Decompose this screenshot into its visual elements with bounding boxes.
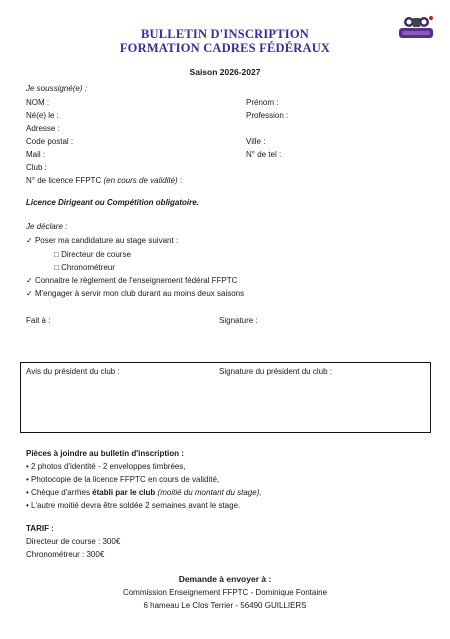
option-label: Directeur de course xyxy=(61,250,131,259)
bullet-icon: • xyxy=(26,462,29,471)
pieces-item-note: (moitié du montant du stage), xyxy=(155,488,262,497)
declaration-item-candidature xyxy=(26,236,178,246)
licence-note: Licence Dirigeant ou Compétition obligatoire. xyxy=(26,198,199,207)
tarif-title: TARIF : xyxy=(26,524,54,533)
bullet-icon: • xyxy=(26,488,29,497)
pieces-item xyxy=(26,488,262,498)
prenom-label: Prénom : xyxy=(246,98,279,107)
ville-label: Ville : xyxy=(246,137,266,146)
mail-label: Mail : xyxy=(26,150,46,159)
pieces-item xyxy=(26,475,219,485)
season-label: Saison 2026-2027 xyxy=(189,67,261,77)
option-chronometreur[interactable] xyxy=(54,263,115,273)
option-directeur[interactable] xyxy=(54,250,131,260)
pieces-item-text: L'autre moitié devra être soldée 2 semaines avant le stage. xyxy=(31,501,241,510)
ne-le-label: Né(e) le : xyxy=(26,111,59,120)
profession-label: Profession : xyxy=(246,111,289,120)
licence-label-text: N° de licence FFPTC xyxy=(26,176,104,185)
licence-label-validity: (en cours de validité) xyxy=(103,176,178,185)
declaration-item-reglement xyxy=(26,276,237,286)
bullet-icon: • xyxy=(26,475,29,484)
pieces-item xyxy=(26,462,186,472)
licence-label xyxy=(26,176,182,186)
pieces-title: Pièces à joindre au bulletin d'inscription : xyxy=(26,449,184,458)
checkmark-icon: ✓ xyxy=(26,236,33,245)
ffptc-logo-icon xyxy=(398,14,434,40)
footer-address-line2: 6 hameau Le Clos Terrier - 56490 GUILLIERS xyxy=(143,601,307,610)
identity-intro: Je soussigné(e) : xyxy=(26,84,87,93)
fait-a-label: Fait à : xyxy=(26,316,51,325)
checkbox-icon[interactable]: □ xyxy=(54,250,59,259)
declaration-item-engagement xyxy=(26,289,244,299)
checkbox-icon[interactable]: □ xyxy=(54,263,59,272)
adresse-label: Adresse : xyxy=(26,124,60,133)
tel-label: N° de tel : xyxy=(246,150,282,159)
tarif-chronometreur: Chronométreur : 300€ xyxy=(26,550,105,559)
pieces-item-text: Chèque d'arrhes xyxy=(31,488,93,497)
pieces-item-text: Photocopie de la licence FFPTC en cours de validité, xyxy=(31,475,220,484)
pieces-item xyxy=(26,501,240,511)
licence-label-colon: : xyxy=(177,176,183,185)
document-title-line1: BULLETIN D'INSCRIPTION xyxy=(141,27,309,41)
declaration-item-text: Connaitre le règlement de l'enseignement fédéral FFPTC xyxy=(34,276,238,285)
checkmark-icon: ✓ xyxy=(26,276,33,285)
declaration-intro: Je déclare : xyxy=(26,222,68,231)
footer-address-line1: Commission Enseignement FFPTC - Dominique Fontaine xyxy=(122,588,328,597)
document-title-line2: FORMATION CADRES FÉDÉRAUX xyxy=(119,41,331,55)
avis-president-label: Avis du président du club : xyxy=(26,367,120,376)
bullet-icon: • xyxy=(26,501,29,510)
code-postal-label: Code postal : xyxy=(26,137,74,146)
footer-title: Demande à envoyer à : xyxy=(178,574,272,584)
signature-president-label: Signature du président du club : xyxy=(219,367,332,376)
declaration-item-text: Poser ma candidature au stage suivant : xyxy=(34,236,179,245)
signature-label: Signature : xyxy=(219,316,258,325)
checkmark-icon: ✓ xyxy=(26,289,33,298)
pieces-item-text: 2 photos d'identité - 2 enveloppes timbrées, xyxy=(31,462,186,471)
option-label: Chronométreur xyxy=(61,263,115,272)
nom-label: NOM : xyxy=(26,98,50,107)
declaration-item-text: M'engager à servir mon club durant au moins deux saisons xyxy=(34,289,245,298)
pieces-item-emphasis: établi par le club xyxy=(92,488,156,497)
club-label: Club : xyxy=(26,163,47,172)
tarif-directeur: Directeur de course : 300€ xyxy=(26,537,121,546)
